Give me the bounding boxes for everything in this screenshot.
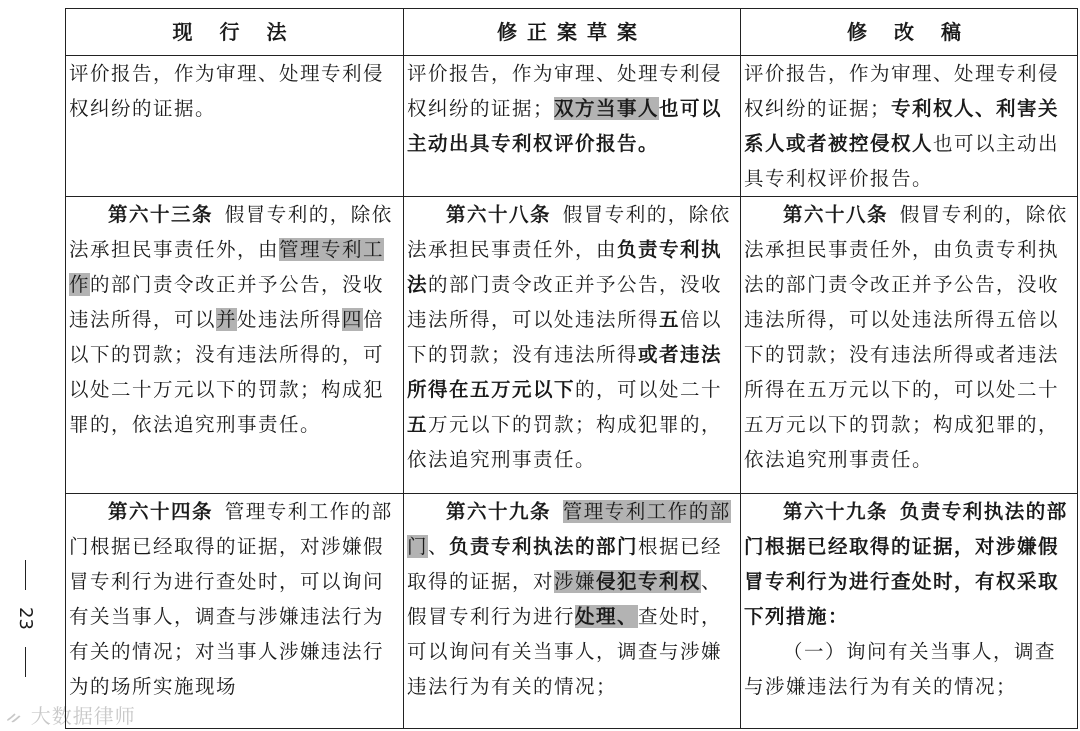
bold-text: 也可以主动出具专利权评价报告。 (407, 97, 723, 155)
text-segment: 根据已经取得的证据，对 (407, 535, 723, 593)
text-segment: （一）询问有关当事人，调查与涉嫌违法行为有关的情况； (744, 640, 1057, 698)
text-segment: 管理专利工作的部门根据已经取得的证据，对涉嫌假冒专利行为进行查处时，可以询问有关当事人，调查与涉嫌违法行为有关的情况；对当事人涉嫌违法行为的场所实施现场 (69, 500, 393, 698)
text-segment: 假冒专利的，除依法承担民事责任外，由负责专利执法的部门责令改正并予公告，没收违法所得，可以处违法所得五倍以下的罚款；没有违法所得或者违法所得在五万元以下的，可以处二十五万元以下的罚款；构成犯罪的，依法追究刑事责任。 (744, 203, 1068, 471)
article-number: 第六十八条 (446, 203, 552, 226)
table-row (66, 197, 1078, 494)
highlighted-text: 管理专利工作 (69, 238, 385, 296)
text-segment: 万元以下的罚款；构成犯罪的，依法追究刑事责任。 (407, 413, 723, 471)
text-segment: 评价报告，作为审理、处理专利侵权纠纷的证据； (744, 62, 1060, 120)
article-number: 第六十八条 (783, 203, 889, 226)
table-row (66, 56, 1078, 197)
highlighted-text: 四 (342, 308, 364, 331)
cell-revised-draft (741, 494, 1078, 729)
cell-current-law (66, 56, 404, 197)
highlighted-text: 涉嫌 (554, 570, 597, 593)
bold-text: 负责专利执法的部门 (449, 535, 639, 558)
bold-text: 专利权人、利害关系人或者被控侵权人 (744, 97, 1060, 155)
article-number: 第六十九条 (783, 500, 889, 523)
text-segment: 假冒专利的，除依法承担民事责任外，由 (407, 203, 731, 261)
text-segment: 的，可以处 (575, 378, 681, 401)
text-segment: 的部门责令改正并予公告，没收违法所得，可以 (69, 273, 385, 331)
cell-revised-draft (741, 197, 1078, 494)
highlighted-text: 并 (216, 308, 238, 331)
table-header-row (66, 9, 1078, 56)
comparison-table (65, 8, 1078, 729)
bold-text: 或者违法所得在五万元以下 (407, 343, 723, 401)
text-segment: 倍以下的罚款；没有违法所得 (407, 308, 723, 366)
cell-draft-amendment (404, 494, 741, 729)
cell-draft-amendment (404, 56, 741, 197)
text-segment: 假冒专利的，除依法承担民事责任外，由 (69, 203, 393, 261)
cell-draft-amendment (404, 197, 741, 494)
text-segment: 倍以下的罚款；没有违法所得的，可以处二十万元以下的罚款；构成犯罪的，依法追究刑事责任。 (69, 308, 385, 436)
highlighted-bold-text: 侵犯专利权 (596, 570, 702, 593)
header-current-law: 现 行 法 (66, 9, 404, 56)
bold-text: 负责专利执法的部门根据已经取得的证据，对涉嫌假冒专利行为进行查处时，有权采取下列措施： (744, 500, 1068, 628)
highlighted-text: 双方当事人 (554, 97, 660, 120)
cell-current-law (66, 494, 404, 729)
table-row (66, 494, 1078, 729)
text-segment: 、假冒专利行为进行 (407, 570, 723, 628)
highlighted-bold-text: 处理、 (575, 605, 639, 628)
text-segment: 查处时，可以询问有关当事人，调查与涉嫌违法行为有关的情况； (407, 605, 723, 698)
text-segment: 也可以主动出具专利权评价报告。 (744, 132, 1060, 190)
article-number: 第六十四条 (108, 500, 214, 523)
page-number-dash-top (25, 560, 26, 590)
text-segment: 二十 (680, 378, 723, 401)
text-segment: 、 (428, 535, 450, 558)
highlighted-text: 管理专利工作的部门 (407, 500, 731, 558)
bold-text: 五 (659, 308, 681, 331)
cell-current-law (66, 197, 404, 494)
text-segment: 评价报告，作为审理、处理专利侵权纠纷的证据。 (69, 62, 385, 120)
watermark-text: 大数据律师 (30, 704, 136, 728)
article-number: 第六十九条 (446, 500, 552, 523)
header-draft-amendment: 修正案草案 (404, 9, 741, 56)
bold-text: 负责专利执法 (407, 238, 723, 296)
page-number-dash-bottom (25, 647, 26, 677)
header-revised-draft: 修 改 稿 (741, 9, 1078, 56)
text-segment: 处违法所得 (237, 308, 343, 331)
article-number: 第六十三条 (108, 203, 214, 226)
page-number: 23 (14, 607, 36, 630)
page-number-marker (14, 560, 36, 710)
watermark-logo-icon: ᨀ (6, 704, 24, 728)
text-segment: 的部门责令改正并予公告，没收违法所得，可以处违法所得 (407, 273, 723, 331)
text-segment: 评价报告，作为审理、处理专利侵权纠纷的证据； (407, 62, 723, 120)
cell-revised-draft (741, 56, 1078, 197)
bold-text: 五 (407, 413, 429, 436)
